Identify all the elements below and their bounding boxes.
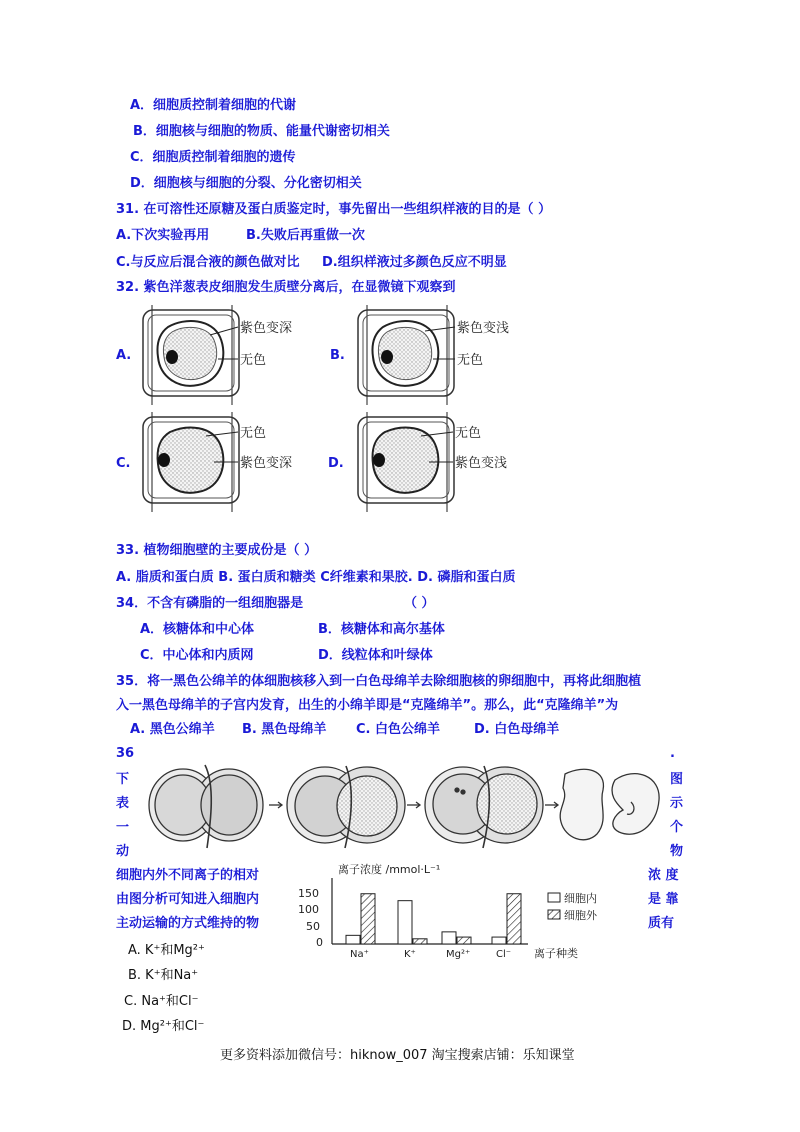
q35-option-c: C. 白色公绵羊 [356,722,441,737]
plasmolysis-figure-b [355,305,555,405]
chart-x-tick-mg: Mg²⁺ [446,949,471,960]
chart-x-axis-label: 离子种类 [534,947,578,960]
chart-y-tick-100: 100 [298,903,319,916]
q36-left-col-0: 36 [116,746,135,761]
q30-option-b: B．细胞核与细胞的物质、能量代谢密切相关 [133,124,390,139]
q30-option-a: A．细胞质控制着细胞的代谢 [130,98,297,113]
q36-left-col-2: 表 [116,796,130,811]
figure-b-label-bottom: 无色 [457,353,484,368]
q33-stem: 33. 植物细胞壁的主要成份是（ ） [116,543,318,558]
q36-left-col-4: 动 [116,844,130,859]
q33-options: A. 脂质和蛋白质 B. 蛋白质和糖类 C纤维素和果胶. D. 磷脂和蛋白质 [116,570,516,585]
bar-inside-2 [442,932,456,944]
q36-right-col-1: 图 [670,772,684,787]
q31-option-c: C.与反应后混合液的颜色做对比 [116,255,300,270]
q35-line-2: 入一黑色母绵羊的子宫内发育，出生的小绵羊即是“克隆绵羊”。那么，此“克隆绵羊”为 [116,698,619,713]
chart-x-tick-k: K⁺ [404,949,416,960]
q36-right-col-3: 个 [670,820,684,835]
plasmolysis-figure-a [140,305,330,405]
bar-outside-2 [457,937,471,944]
chart-x-tick-cl: Cl⁻ [496,949,512,960]
q35-option-d: D. 白色母绵羊 [474,722,560,737]
q32-option-c-label: C. [116,456,131,471]
q34-option-b: B．核糖体和高尔基体 [318,622,445,637]
q31-stem: 31. 在可溶性还原糖及蛋白质鉴定时，事先留出一些组织样液的目的是（ ） [116,202,552,217]
q35-option-b: B. 黑色母绵羊 [242,722,327,737]
figure-d-label-bottom: 紫色变浅 [455,456,508,471]
q30-option-d: D．细胞核与细胞的分裂、分化密切相关 [130,176,362,191]
legend-swatch-inside [548,893,560,902]
bar-outside-3 [507,894,521,944]
q36-right-col-2: 示 [670,796,684,811]
figure-d-label-top: 无色 [455,426,482,441]
figure-b-label-top: 紫色变浅 [457,321,510,336]
chart-y-tick-50: 50 [306,920,320,933]
chart-y-tick-150: 150 [298,887,319,900]
figure-a-label-bottom: 无色 [240,353,267,368]
legend-swatch-outside [548,910,560,919]
q30-option-c: C．细胞质控制着细胞的遗传 [130,150,296,165]
q36-option-a: A. K⁺和Mg²⁺ [128,943,205,958]
q36-right-col-4: 物 [670,844,684,859]
q35-line-1: 35．将一黑色公绵羊的体细胞核移入到一白色母绵羊去除细胞核的卵细胞中，再将此细胞植 [116,674,642,689]
q35-option-a: A. 黑色公绵羊 [130,722,215,737]
q36-line-1-right: 浓 度 [648,868,679,883]
q36-option-d: D. Mg²⁺和Cl⁻ [122,1019,205,1034]
q32-option-b-label: B. [330,348,345,363]
chart-y-tick-0: 0 [316,936,323,949]
q36-right-col-0: . [670,746,675,761]
q32-option-a-label: A. [116,348,132,363]
q36-option-b: B. K⁺和Na⁺ [128,968,199,983]
q32-stem: 32. 紫色洋葱表皮细胞发生质壁分离后，在显微镜下观察到 [116,280,456,295]
figure-c-label-top: 无色 [240,426,267,441]
bar-inside-0 [346,935,360,944]
q34-option-d: D．线粒体和叶绿体 [318,648,433,663]
legend-label-outside: 细胞外 [564,909,597,922]
plasmolysis-figure-d [355,412,555,512]
legend-label-inside: 细胞内 [564,892,597,905]
bar-inside-1 [398,901,412,944]
chart-x-tick-na: Na⁺ [350,949,369,960]
q36-line-1-left: 细胞内外不同离子的相对 [116,868,260,883]
embryo-development-figure [145,760,660,850]
ion-concentration-chart [292,860,642,960]
figure-a-label-top: 紫色变深 [240,321,293,336]
q36-option-c: C. Na⁺和Cl⁻ [124,994,199,1009]
bar-outside-1 [413,939,427,944]
bar-outside-0 [361,894,375,944]
q36-line-3-right: 质有 [648,916,675,931]
q36-line-2-left: 由图分析可知进入细胞内 [116,892,260,907]
q34-option-a: A．核糖体和中心体 [140,622,255,637]
figure-c-label-bottom: 紫色变深 [240,456,293,471]
footer-note: 更多资料添加微信号：hiknow_007 淘宝搜索店铺：乐知课堂 [220,1048,575,1063]
q34-paren: （ ） [404,596,435,611]
q36-line-2-right: 是 靠 [648,892,679,907]
q36-left-col-1: 下 [116,772,130,787]
bar-inside-3 [492,937,506,944]
q36-left-col-3: 一 [116,820,130,835]
q36-line-3-left: 主动运输的方式维持的物 [116,916,260,931]
chart-y-axis-label: 离子浓度 /mmol·L⁻¹ [338,863,441,876]
q31-option-d: D.组织样液过多颜色反应不明显 [322,255,507,270]
plasmolysis-figure-c [140,412,330,512]
q34-option-c: C．中心体和内质网 [140,648,254,663]
q31-option-a: A.下次实验再用 [116,228,210,243]
q32-option-d-label: D. [328,456,344,471]
q31-option-b: B.失败后再重做一次 [246,228,365,243]
q34-stem: 34．不含有磷脂的一组细胞器是 [116,596,304,611]
